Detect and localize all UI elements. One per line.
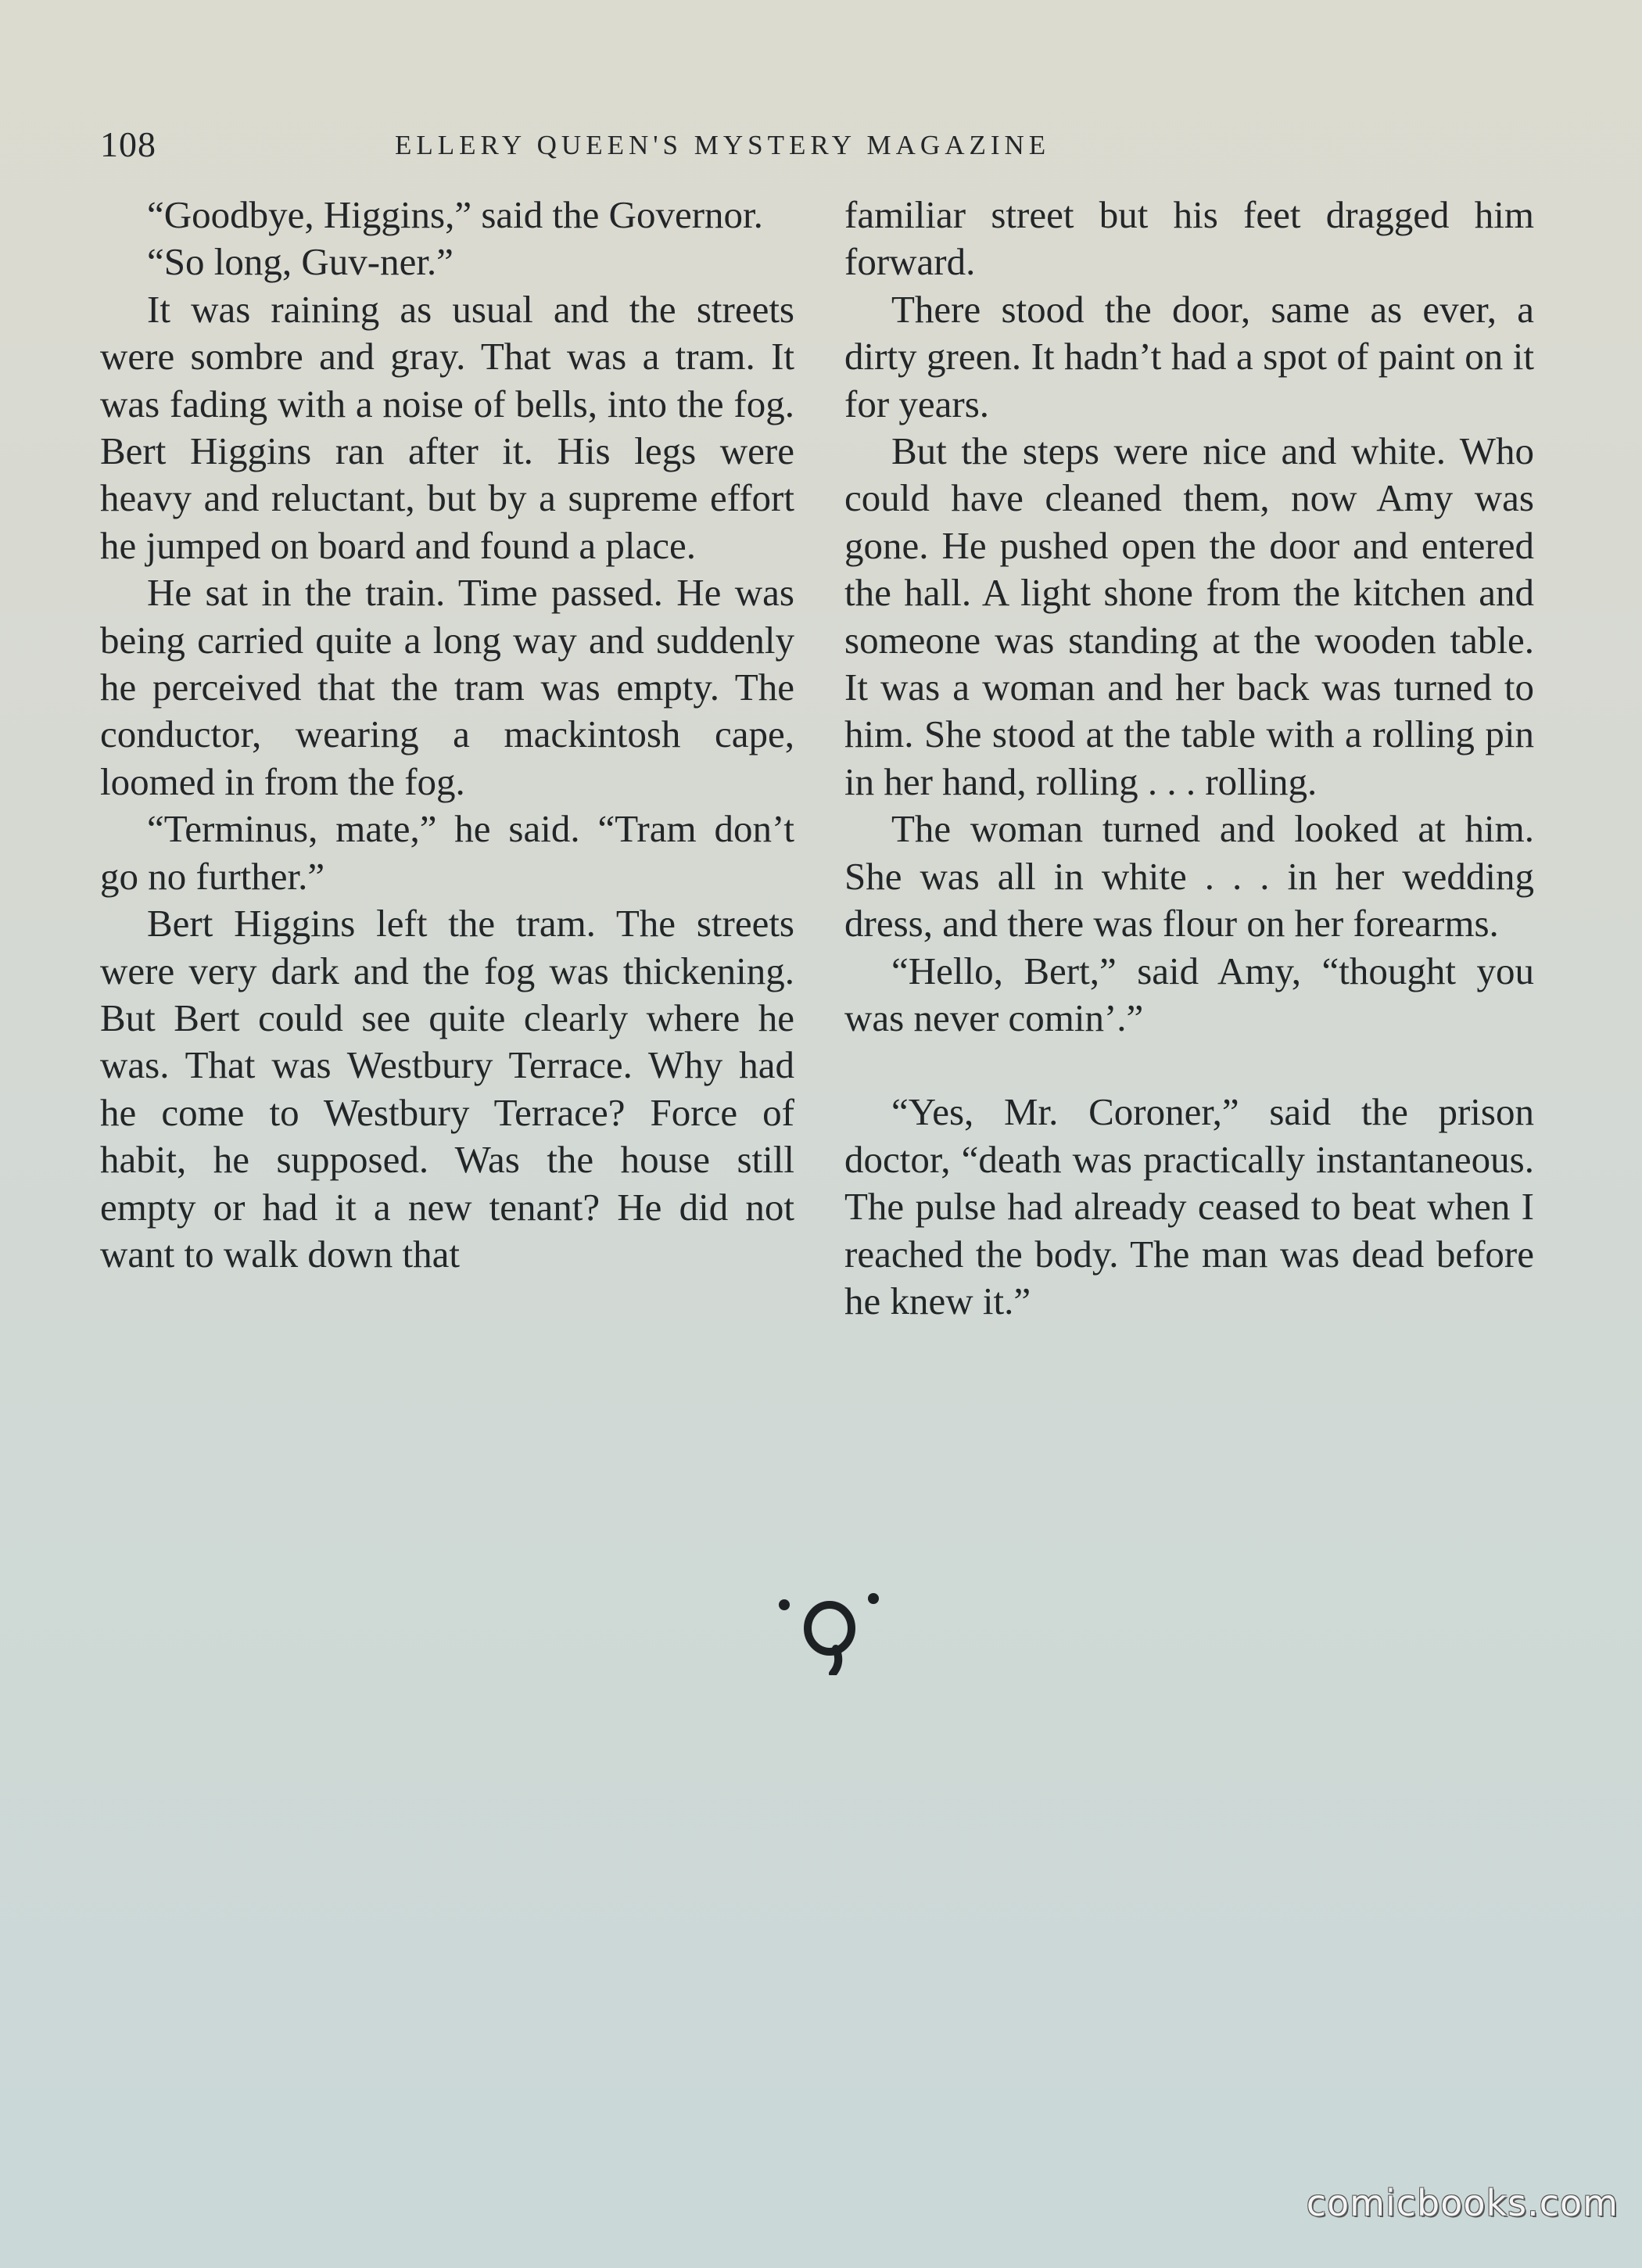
paragraph: There stood the door, same as ever, a dirty green. It hadn’t had a spot of paint on it for years.: [844, 287, 1534, 425]
paragraph-continued: familiar street but his feet dragged him forward.: [844, 193, 1534, 284]
paragraph: But the steps were nice and white. Who could have cleaned them, now Amy was gone. He pushed open the door and entered the hall. A light shone from the kitchen and someone was standing at the wooden table. It was a woman and her back was turned to him. She stood at the table with a rolling pin in her hand, rolling . . . rolling.: [844, 429, 1534, 803]
section-break: [844, 1042, 1534, 1089]
paragraph: The woman turned and looked at him. She was all in white . . . in her wedding dress, and there was flour on her forearms.: [844, 807, 1534, 946]
paragraph: “So long, Guv-ner.”: [147, 240, 454, 284]
paragraph: It was raining as usual and the streets were sombre and gray. That was a tram. It was fading with a noise of bells, into the fog. Bert Higgins ran after it. His legs were heavy and reluctant, but by a supreme effort he jumped on board and found a place.: [100, 287, 794, 567]
paragraph: “Yes, Mr. Coroner,” said the prison doctor, “death was practically instantaneous. The pulse had already ceased to beat when I reached the body. The man was dead before he knew it.”: [844, 1090, 1534, 1322]
eqmm-end-ornament-icon: [770, 1581, 887, 1675]
page-number: 108: [100, 124, 156, 164]
paragraph: “Goodbye, Higgins,” said the Governor.: [147, 193, 763, 236]
paragraph: “Hello, Bert,” said Amy, “thought you was never comin’.”: [844, 949, 1534, 1039]
running-head: ELLERY QUEEN'S MYSTERY MAGAZINE: [395, 130, 1051, 160]
left-column: [100, 192, 794, 1278]
paragraph: He sat in the train. Time passed. He was being carried quite a long way and suddenly he perceived that the tram was empty. The conductor, wearing a mackintosh cape, loomed in from the fog.: [100, 571, 794, 803]
right-column: [844, 192, 1534, 1325]
paragraph: Bert Higgins left the tram. The streets were very dark and the fog was thickening. But Bert could see quite clearly where he was. That was Westbury Terrace. Why had he come to Westbury Terrace? Force of habit, he supposed. Was the house still empty or had it a new tenant? He did not want to walk down that: [100, 902, 794, 1276]
watermark-text: comicbooks.com: [1306, 2182, 1619, 2224]
paragraph: “Terminus, mate,” he said. “Tram don’t go no further.”: [100, 807, 794, 898]
